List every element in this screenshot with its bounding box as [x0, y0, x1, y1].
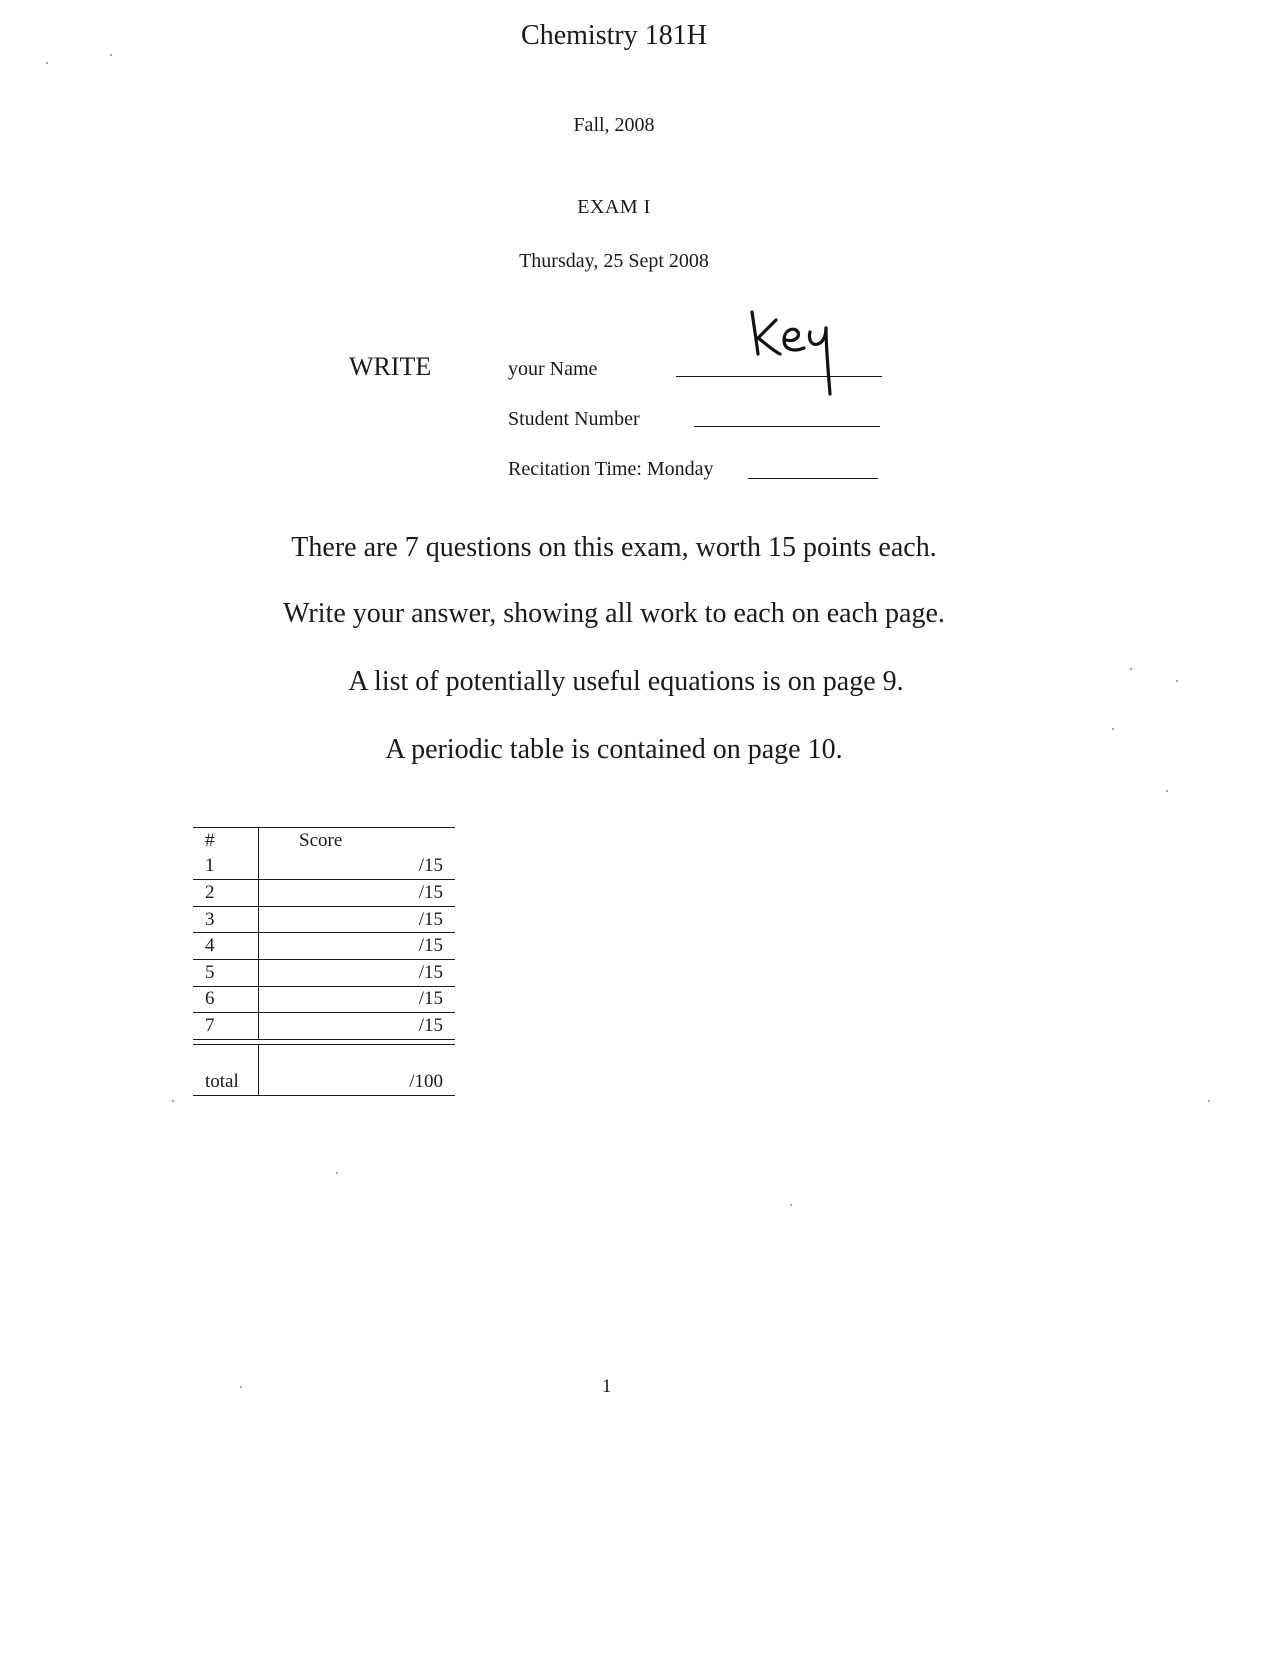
number-column-header: #	[193, 828, 259, 854]
total-max-score: /100	[409, 1070, 443, 1092]
table-row	[193, 854, 455, 880]
question-max-score: /15	[418, 908, 443, 930]
total-row	[193, 1044, 455, 1096]
table-row	[193, 960, 455, 987]
exam-title: EXAM I	[577, 196, 651, 218]
page-number: 1	[602, 1376, 612, 1397]
question-max-score: /15	[418, 935, 443, 957]
table-row	[193, 933, 455, 960]
recitation-time-label: Recitation Time: Monday	[508, 458, 714, 480]
table-row	[193, 1013, 455, 1040]
handwritten-name-signature	[746, 308, 876, 400]
term-label: Fall, 2008	[573, 114, 655, 136]
question-number: 3	[193, 907, 259, 933]
score-column-header: Score	[299, 829, 343, 851]
question-max-score: /15	[418, 1014, 443, 1036]
instruction-line: A periodic table is contained on page 10.	[385, 734, 843, 765]
table-row	[193, 879, 455, 907]
student-number-label: Student Number	[508, 408, 640, 430]
scan-speck	[336, 1172, 338, 1174]
question-number: 6	[193, 987, 259, 1013]
question-number: 1	[193, 854, 259, 880]
scan-speck	[1112, 728, 1114, 730]
scan-speck	[790, 1204, 792, 1206]
name-label: your Name	[508, 358, 598, 380]
instruction-line: Write your answer, showing all work to each on each page.	[283, 598, 945, 629]
question-max-score: /15	[418, 961, 443, 983]
question-max-score: /15	[418, 881, 443, 903]
write-label: WRITE	[349, 352, 432, 381]
question-number: 4	[193, 933, 259, 959]
scan-speck	[240, 1386, 242, 1388]
course-title: Chemistry 181H	[521, 20, 707, 51]
student-number-field[interactable]	[694, 426, 880, 427]
exam-date: Thursday, 25 Sept 2008	[519, 250, 709, 272]
table-row	[193, 907, 455, 934]
question-number: 2	[193, 880, 259, 906]
scan-speck	[1176, 680, 1178, 682]
score-table-header	[193, 827, 455, 854]
question-number: 5	[193, 960, 259, 986]
question-max-score: /15	[418, 855, 443, 877]
scan-speck	[1208, 1100, 1210, 1102]
scan-speck	[1130, 668, 1132, 670]
question-number: 7	[193, 1013, 259, 1039]
recitation-time-field[interactable]	[748, 478, 878, 479]
score-table	[193, 827, 455, 1096]
scan-speck	[46, 62, 48, 64]
scan-speck	[110, 54, 112, 56]
instruction-line: A list of potentially useful equations is on page 9.	[348, 666, 904, 697]
instruction-line: There are 7 questions on this exam, worth 15 points each.	[291, 532, 937, 563]
scan-speck	[1166, 790, 1168, 792]
scan-speck	[172, 1100, 174, 1102]
question-max-score: /15	[418, 988, 443, 1010]
total-label: total	[193, 1045, 259, 1095]
table-row	[193, 987, 455, 1014]
